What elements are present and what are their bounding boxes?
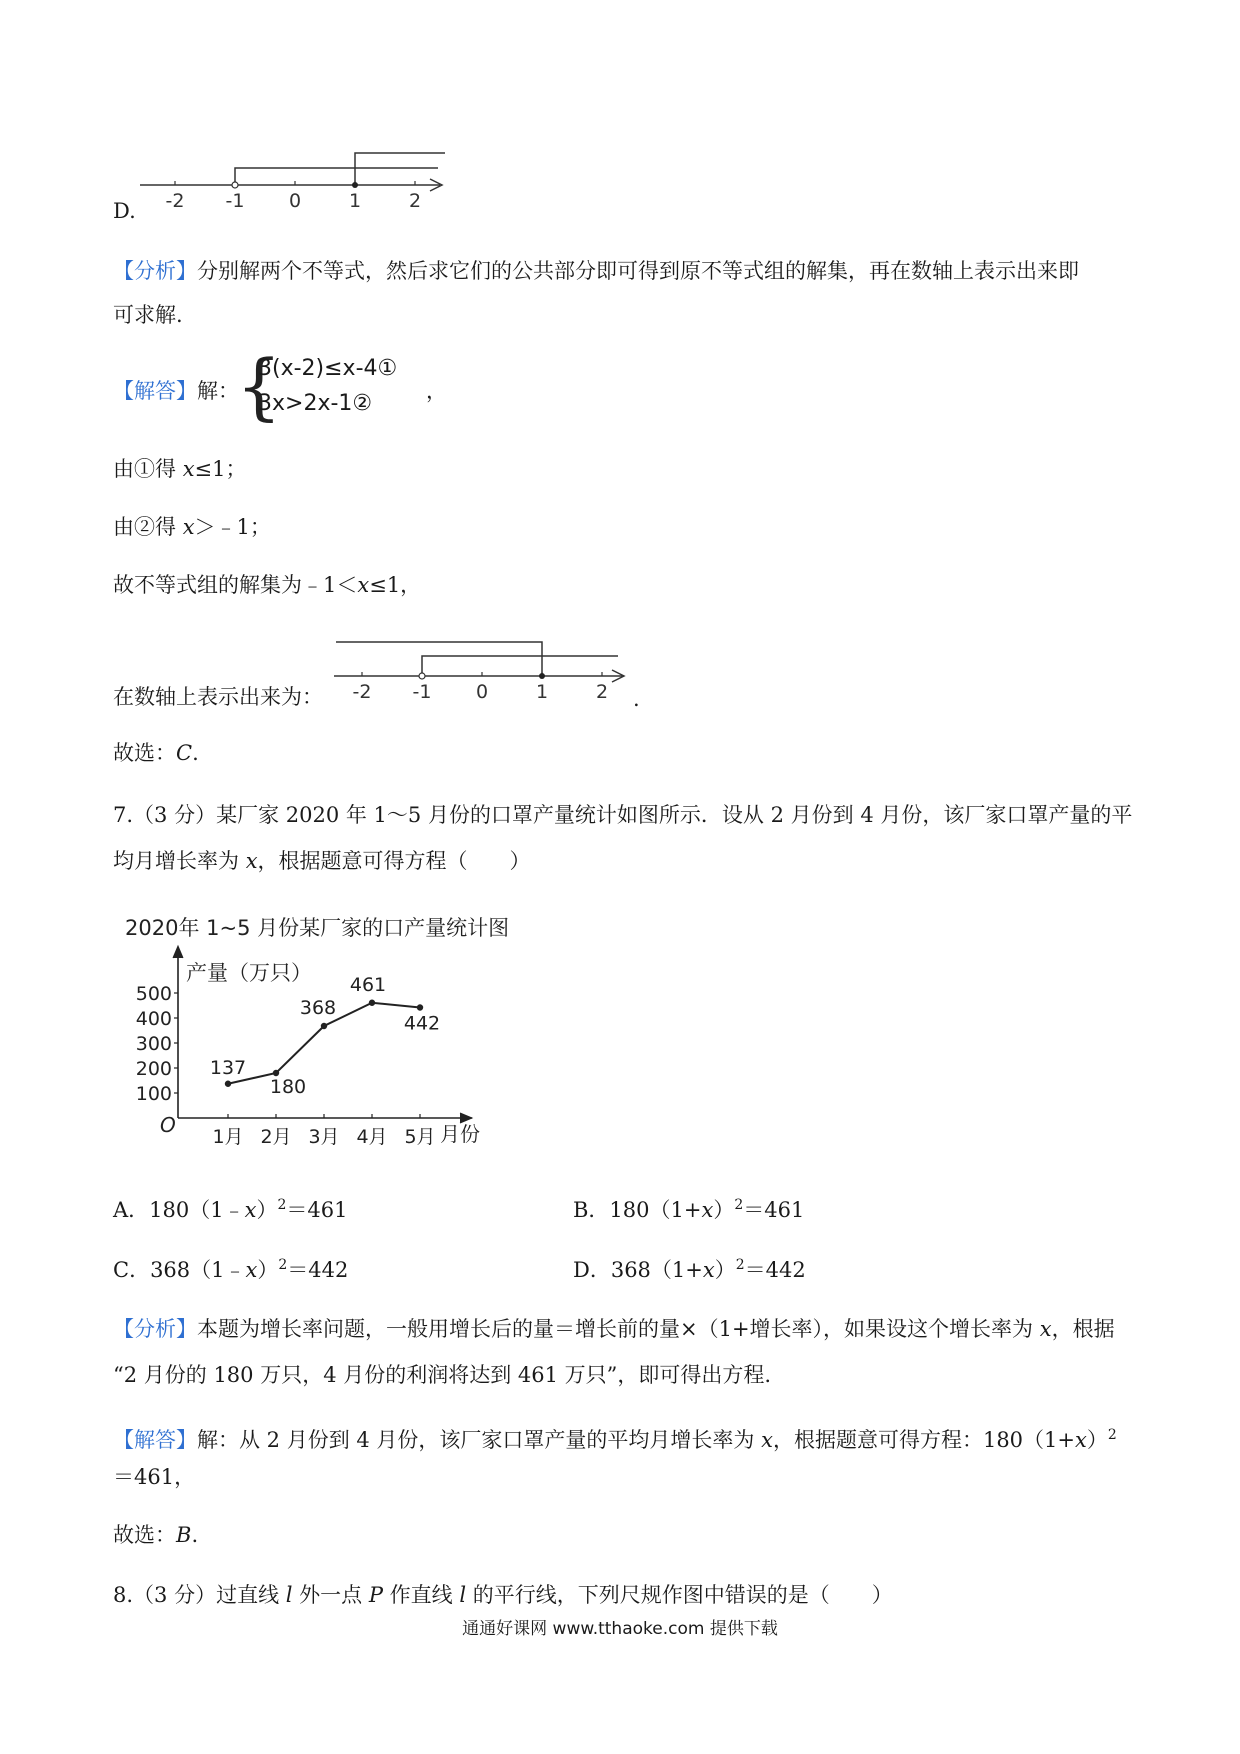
- y-tick-label: 500: [135, 983, 172, 1005]
- stem-text: ，根据题意可得方程（ ）: [257, 849, 531, 873]
- analysis-text: 本题为增长率问题，一般用增长后的量＝增长前的量×（1+增长率），如果设这个增长率为: [197, 1317, 1040, 1341]
- choice-text: .: [191, 1523, 199, 1547]
- option-text: ）: [713, 1198, 735, 1222]
- q7-analysis-line-2: “2 月份的 180 万只，4 月份的利润将达到 461 万只”，即可得出方程.: [113, 1363, 772, 1387]
- option-text: ＝461: [286, 1198, 348, 1222]
- analysis-tag: 【分析】: [113, 1317, 197, 1341]
- q7-stem-line-1: 7.（3 分）某厂家 2020 年 1～5 月份的口罩产量统计如图所示．设从 2 月份到 4 月份，该厂家口罩产量的平: [113, 803, 1133, 827]
- tick-label: 2: [595, 681, 609, 702]
- tick-label: 1: [348, 190, 362, 208]
- variable-x: x: [245, 849, 258, 873]
- q6-analysis-line-1: [113, 256, 1079, 286]
- x-tick-label: 5月: [404, 1126, 436, 1148]
- inequality-2: 3x>2x-1②: [258, 391, 373, 416]
- exponent: 2: [735, 1257, 745, 1273]
- tick-label: 0: [288, 190, 302, 208]
- option-text: B．180（1+: [573, 1198, 702, 1222]
- variable-x: x: [357, 573, 370, 597]
- data-label: 180: [269, 1076, 307, 1098]
- production-line-chart: [120, 908, 520, 1158]
- tick-label: 0: [475, 681, 489, 702]
- variable-x: x: [182, 515, 195, 539]
- variable-l: l: [285, 1583, 293, 1607]
- q7-stem-line-2: [113, 846, 531, 876]
- variable-p: P: [368, 1583, 383, 1607]
- q7-choice: [113, 1520, 198, 1550]
- option-text: ）: [256, 1198, 278, 1222]
- q7-answer-line-2: ＝461，: [113, 1465, 196, 1489]
- chart-title: 2020年 1~5 月份某厂家的口产量统计图: [125, 916, 510, 940]
- choice-letter: C: [176, 741, 193, 765]
- y-tick-label: 100: [135, 1083, 172, 1105]
- analysis-text: 分别解两个不等式，然后求它们的公共部分即可得到原不等式组的解集，再在数轴上表示出来即: [197, 259, 1079, 283]
- variable-x: x: [182, 457, 195, 481]
- tick-label: -1: [225, 190, 245, 208]
- y-tick-label: 200: [135, 1058, 172, 1080]
- option-c[interactable]: [113, 1250, 348, 1285]
- answer-number-line: [334, 636, 634, 702]
- q6-analysis-line-2: 可求解.: [113, 303, 183, 327]
- exponent: 2: [734, 1197, 744, 1213]
- option-d[interactable]: [573, 1250, 806, 1285]
- step-text: ≤1；: [194, 457, 247, 481]
- option-text: ＝461: [743, 1198, 805, 1222]
- x-axis-label: 月份: [440, 1122, 480, 1146]
- option-b[interactable]: [573, 1190, 804, 1225]
- answer-text: ）: [1086, 1428, 1108, 1452]
- x-tick-label: 2月: [260, 1126, 292, 1148]
- x-tick-label: 4月: [356, 1126, 388, 1148]
- option-text: D．368（1+: [573, 1258, 703, 1282]
- stem-text: 8.（3 分）过直线: [113, 1583, 286, 1607]
- q6-step-3: [113, 570, 421, 600]
- choice-letter: B: [176, 1523, 192, 1547]
- page-footer: 通通好课网 www.tthaoke.com 提供下载: [462, 1619, 778, 1639]
- exponent: 2: [277, 1197, 287, 1213]
- variable-x: x: [244, 1198, 257, 1222]
- numberline-end: .: [633, 687, 640, 711]
- data-point: [225, 1081, 231, 1087]
- data-point: [321, 1023, 327, 1029]
- variable-x: x: [245, 1258, 258, 1282]
- origin-label: O: [160, 1113, 176, 1137]
- option-text: C．368（1﹣: [113, 1258, 246, 1282]
- stem-text: 的平行线，下列尺规作图中错误的是（ ）: [466, 1583, 893, 1607]
- variable-x: x: [1075, 1428, 1087, 1452]
- tick-label: 1: [535, 681, 549, 702]
- option-text: ）: [714, 1258, 736, 1282]
- y-axis-label: 产量（万只）: [186, 961, 312, 985]
- option-d-number-line: [140, 148, 450, 208]
- data-point: [369, 1000, 375, 1006]
- choice-text: 故选：: [113, 1523, 176, 1547]
- q6-step-1: [113, 454, 247, 484]
- option-text: ）: [257, 1258, 279, 1282]
- tick-label: -1: [412, 681, 432, 702]
- exponent: 2: [1107, 1427, 1117, 1443]
- data-label: 461: [349, 973, 387, 996]
- answer-tag: 【解答】: [113, 379, 197, 403]
- stem-text: 外一点: [292, 1583, 369, 1607]
- variable-l: l: [459, 1583, 467, 1607]
- y-tick-label: 400: [135, 1008, 172, 1030]
- step-text: ≤1，: [369, 573, 422, 597]
- step-text: ＞﹣1；: [194, 515, 271, 539]
- variable-x: x: [761, 1428, 773, 1452]
- analysis-tag: 【分析】: [113, 259, 197, 283]
- step-text: 故不等式组的解集为﹣1＜: [113, 573, 358, 597]
- q6-step-2: [113, 512, 271, 542]
- answer-prefix: 解：: [197, 379, 239, 403]
- choice-text: 故选：: [113, 741, 176, 765]
- system-brace: {: [236, 344, 282, 428]
- data-label: 442: [403, 1012, 441, 1035]
- y-axis-arrow: [173, 946, 183, 958]
- step-text: 由②得: [113, 515, 183, 539]
- variable-x: x: [1039, 1317, 1052, 1341]
- numberline-caption: 在数轴上表示出来为：: [113, 685, 323, 709]
- option-d-label: D.: [113, 199, 136, 223]
- choice-text: .: [192, 741, 199, 765]
- variable-x: x: [701, 1198, 714, 1222]
- inequality-1: 3(x-2)≤x-4①: [258, 356, 398, 381]
- option-text: A．180（1﹣: [113, 1198, 245, 1222]
- step-text: 由①得: [113, 457, 183, 481]
- exponent: 2: [278, 1257, 288, 1273]
- answer-text: 解：从 2 月份到 4 月份，该厂家口罩产量的平均月增长率为: [197, 1428, 762, 1452]
- data-label: 368: [299, 997, 337, 1019]
- tick-label: -2: [165, 190, 185, 208]
- x-tick-label: 1月: [212, 1126, 244, 1148]
- data-label: 137: [209, 1056, 247, 1079]
- stem-text: 均月增长率为: [113, 849, 246, 873]
- option-text: ＝442: [744, 1258, 806, 1282]
- answer-tag: 【解答】: [113, 1428, 197, 1452]
- option-text: ＝442: [287, 1258, 349, 1282]
- data-point: [417, 1004, 423, 1010]
- answer-text: ，根据题意可得方程：180（1+: [772, 1428, 1075, 1452]
- q7-answer-line-1: [113, 1420, 1117, 1455]
- stem-text: 作直线: [382, 1583, 460, 1607]
- tick-label: 2: [408, 190, 422, 208]
- q6-answer-line: [113, 376, 239, 406]
- system-suffix: ，: [426, 379, 447, 403]
- q6-choice: [113, 738, 199, 768]
- analysis-text: ，根据: [1051, 1317, 1115, 1341]
- q8-stem: [113, 1580, 893, 1610]
- q7-analysis-line-1: [113, 1314, 1115, 1344]
- variable-x: x: [702, 1258, 715, 1282]
- y-tick-label: 300: [135, 1033, 172, 1055]
- x-tick-label: 3月: [308, 1126, 340, 1148]
- tick-label: -2: [352, 681, 372, 702]
- option-a[interactable]: [113, 1190, 347, 1225]
